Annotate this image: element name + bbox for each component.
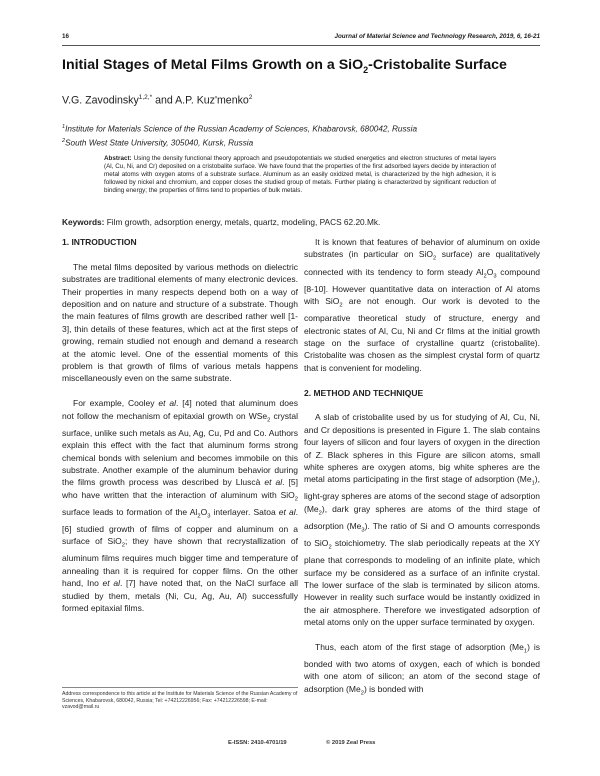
right-column [304, 236, 540, 700]
page-footer [62, 740, 540, 750]
issn: E-ISSN: 2410-4701/19 [228, 740, 287, 746]
left-column [62, 236, 298, 615]
running-header [62, 33, 540, 43]
journal-citation: Journal of Material Science and Technology Research, 2019, 6, 16-21 [334, 33, 540, 40]
paragraph: The metal films deposited by various methods on dielectric substrates are traditional elements of many electronic devices. Their properties in many respects depend both on a way of deposition and on nature and structure of a substrate. Though the main features of films growth are described rather well [1-3], thin details of these features, which act at the first steps of growing, remain studied not enough and demand a research at the atomic level. One of the essential moments of this problem is that growth of films of various metals happens miscellaneously even on the same substrate. [62, 261, 298, 384]
paragraph: It is known that features of behavior of aluminum on oxide substrates (in particular on SiO$_2$ surface) are qualitatively connected with its tendency to form steady $Al_2O_3$ compound [8-10]. However quantitative data on interaction of Al atoms with SiO$_2$ are not enough. Our work is devoted to the comparative theoretical study of structure, energy and electronic states of Al, Cu, Ni and Cr films at the initial growth stage on the surface of crystalline quartz (cristobalite). Cristobalite was chosen as the simplest crystal form of quartz that is convenient for modeling. [304, 237, 540, 373]
footnote-rule [62, 687, 298, 688]
paper-title: Initial Stages of Metal Films Growth on a SiO$_2$-Cristobalite Surface [62, 57, 507, 75]
header-rule [62, 45, 540, 46]
abstract: Abstract: Using the density functional theory approach and pseudopotentials we studied energetics and electron structures of metal layers (Al, Cu, Ni, and Cr) deposited on a cristobalite surface. We have found that the properties of the first adsorbed layers decide by interaction of metal atoms with oxygen atoms of a substrate surface. Aluminum as an easily oxidized metal, is characterized by the high adhesion, it is followed by nickel and chromium, and copper closes the studied group of metals. Further plating is characterized by significant reduction of binding energy; the properties of films tend to properties of bulk metals. [104, 155, 496, 195]
paragraph: Thus, each atom of the first stage of adsorption $(Me_1)$ is bonded with two atoms of oxygen, each of which is bonded with one atom of silicon; an atom of the second stage of adsorption $(Me_2)$ is bonded with [304, 641, 540, 697]
paragraph: A slab of cristobalite used by us for studying of Al, Cu, Ni, and Cr depositions is presented in Figure 1. The slab contains four layers of silicon and four layers of oxygen in the direction of Z. Black spheres in this Figure are silicon atoms, small white spheres are oxygen atoms, big white spheres are the metal atoms participating in the first stage of adsorption $(Me_1)$, light-gray spheres are atoms of the second stage of adsorption $(Me_2)$, dark gray spheres are atoms of the third stage of adsorption $(Me_3)$. The ratio of Si and O amounts corresponds to SiO$_2$ stoichiometry. The slab periodically repeats at the XY plane that corresponds to modeling of an infinite plate, which surface my be considered as a surface of an infinite crystal. The lower surface of the slab is terminated by silicon atoms. However in reality such surface would be instantly oxidized in the air atmosphere. Therefore we investigated adsorption of metal atoms only on the upper surface terminated by oxygen. [304, 412, 540, 628]
page-number: 16 [62, 33, 70, 40]
affiliation: $^2$South West State University, 305040, Kursk, Russia [62, 138, 254, 148]
section-heading: 2. METHOD AND TECHNIQUE [304, 387, 424, 398]
keywords: Keywords: Film growth, adsorption energy, metals, quartz, modeling, PACS 62.20.Mk. [62, 217, 381, 227]
author-name: V.G. Zavodinsky [62, 94, 139, 107]
author-name: A.P. Kuz'menko [175, 94, 249, 107]
affiliation: $^1$Institute for Materials Science of the Russian Academy of Sciences, Khabarovsk, 680042, Russia [62, 124, 418, 134]
section-heading: 1. INTRODUCTION [62, 237, 137, 247]
correspondence-footnote: Address correspondence to this article at the Institute for Materials Science of the Russian Academy of Sciences, Khabarovsk, 680042, Russia; Tel: +74212226956; Fax: +74212226598; E-mail: vzavod@mail.ru [62, 691, 298, 711]
paragraph: For example, Cooley et al. [4] noted that aluminum does not follow the mechanism of epitaxial growth on WSe$_2$ crystal surface, unlike such metals as Au, Ag, Cu, Pd and Co. Authors explain this effect with the fact that aluminum forms strong chemical bonds with selenium and becomes immobile on this substrate. Another example of the aluminum behavior during the films growth process was described by Lluscà et al. [5] who have written that the interaction of aluminum with SiO$_2$ surface leads to formation of the $Al_2O_3$ interlayer. Satoa et al. [6] studied growth of films of copper and aluminum on a surface of SiO$_2$; they have shown that recrystallization of aluminum films requires much bigger time and temperature of annealing than it is required for copper films. On the other hand, Ino et al. [7] have noted that, on the NaCl surface all studied by them, metals (Ni, Cu, Ag, Au, Al) successfully formed epitaxial films. [62, 398, 298, 614]
author-list: V.G. Zavodinsky$^{1,2,*}$ and A.P. Kuz'menko$^2$ [62, 94, 253, 107]
copyright: © 2019 Zeal Press [326, 740, 376, 746]
